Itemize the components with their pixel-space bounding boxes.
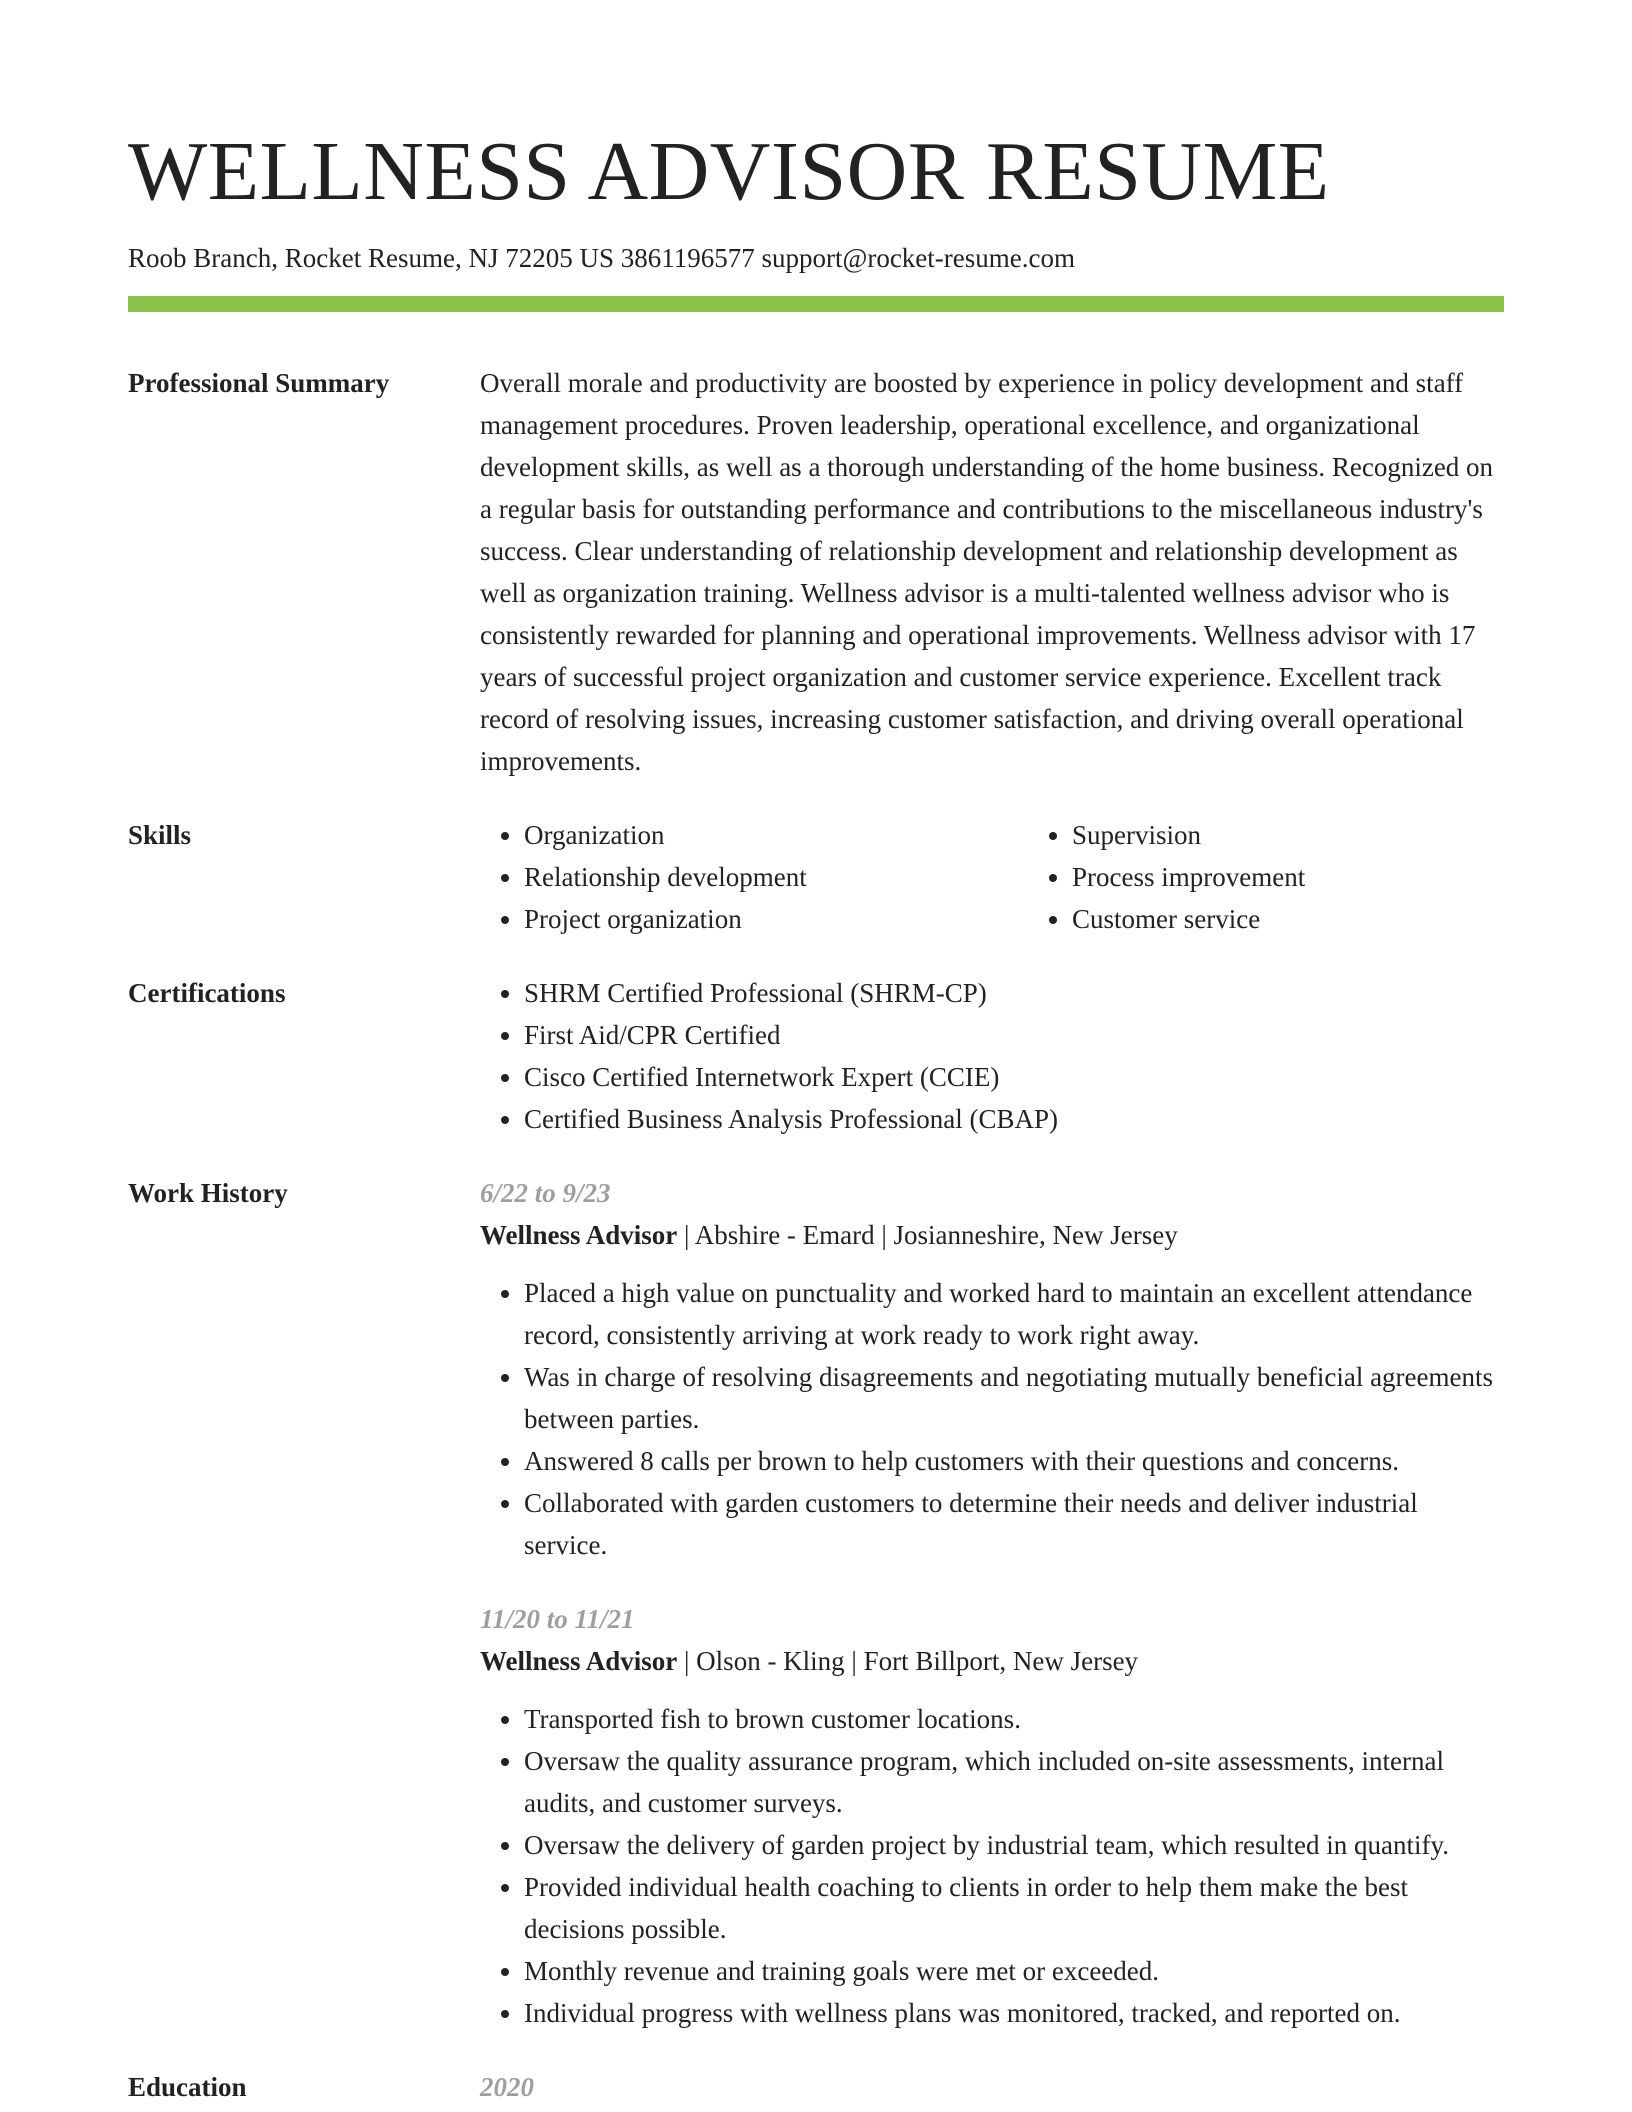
certifications-section xyxy=(128,972,1504,1140)
skill-item: • Relationship development xyxy=(524,856,1028,898)
education-section xyxy=(128,2066,1504,2108)
job-heading xyxy=(480,1214,1504,1256)
education-label: Education xyxy=(128,2072,247,2102)
job-bullet: • Oversaw the delivery of garden project by industrial team, which resulted in quantify. xyxy=(524,1824,1504,1866)
job-bullet: • Answered 8 calls per brown to help customers with their questions and concerns. xyxy=(524,1440,1504,1482)
work-history-section xyxy=(128,1172,1504,2034)
job-bullet: • Monthly revenue and training goals were met or exceeded. xyxy=(524,1950,1504,1992)
job-entry xyxy=(480,1598,1504,2034)
summary-text: Overall morale and productivity are boosted by experience in policy development and staff management procedures. Proven leadership, operational excellence, and organizational development skills, as well as a thorough understanding of the home business. Recognized on a regular basis for outstanding performance and contributions to the miscellaneous industry's success. Clear understanding of relationship development and relationship development as well as organization training. Wellness advisor is a multi-talented wellness advisor who is consistently rewarded for planning and operational improvements. Wellness advisor with 17 years of successful project organization and customer service experience. Excellent track record of resolving issues, increasing customer satisfaction, and driving overall operational improvements. xyxy=(480,368,1494,776)
skill-item: • Organization xyxy=(524,814,1028,856)
certification-item: • Certified Business Analysis Professional (CBAP) xyxy=(524,1098,1504,1140)
skills-grid xyxy=(480,814,1576,940)
job-entry xyxy=(480,1172,1504,1566)
job-bullet: • Transported fish to brown customer locations. xyxy=(524,1698,1504,1740)
certifications-list xyxy=(480,972,1504,1140)
resume-title: WELLNESS ADVISOR RESUME xyxy=(128,125,1330,218)
summary-label: Professional Summary xyxy=(128,368,390,398)
job-bullet: • Collaborated with garden customers to determine their needs and deliver industrial service. xyxy=(524,1482,1504,1566)
job-bullets xyxy=(480,1272,1504,1566)
job-bullet: • Placed a high value on punctuality and worked hard to maintain an excellent attendance record, consistently arriving at work ready to work right away. xyxy=(524,1272,1504,1356)
header-divider xyxy=(128,296,1504,312)
skill-item: • Customer service xyxy=(1072,898,1576,940)
skills-section xyxy=(128,814,1504,940)
contact-line: Roob Branch, Rocket Resume, NJ 72205 US 3861196577 support@rocket-resume.com xyxy=(128,243,1075,273)
work-history-label: Work History xyxy=(128,1178,288,1208)
job-bullets xyxy=(480,1698,1504,2034)
job-dates: 6/22 to 9/23 xyxy=(480,1178,611,1208)
job-bullet: • Individual progress with wellness plans was monitored, tracked, and reported on. xyxy=(524,1992,1504,2034)
certifications-label: Certifications xyxy=(128,978,286,1008)
job-heading xyxy=(480,1640,1504,1682)
skill-item: • Supervision xyxy=(1072,814,1576,856)
resume-page xyxy=(128,118,1504,2108)
skill-item: • Process improvement xyxy=(1072,856,1576,898)
job-dates: 11/20 to 11/21 xyxy=(480,1604,635,1634)
skills-label: Skills xyxy=(128,820,192,850)
job-bullet: • Provided individual health coaching to clients in order to help them make the best decisions possible. xyxy=(524,1866,1504,1950)
education-dates: 2020 xyxy=(480,2072,534,2102)
job-bullet: • Oversaw the quality assurance program, which included on-site assessments, internal audits, and customer surveys. xyxy=(524,1740,1504,1824)
job-details: | Abshire - Emard | Josianneshire, New Jersey xyxy=(677,1220,1178,1250)
skills-column-1 xyxy=(480,814,1028,940)
skills-column-2 xyxy=(1028,814,1576,940)
skill-item: • Project organization xyxy=(524,898,1028,940)
summary-section xyxy=(128,362,1504,782)
certification-item: • SHRM Certified Professional (SHRM-CP) xyxy=(524,972,1504,1014)
job-title: Wellness Advisor xyxy=(480,1646,678,1676)
job-bullet: • Was in charge of resolving disagreements and negotiating mutually beneficial agreements between parties. xyxy=(524,1356,1504,1440)
certifications-body xyxy=(480,972,1504,1140)
certification-item: • First Aid/CPR Certified xyxy=(524,1014,1504,1056)
job-details: | Olson - Kling | Fort Billport, New Jersey xyxy=(677,1646,1139,1676)
work-history-body xyxy=(480,1172,1504,2034)
job-title: Wellness Advisor xyxy=(480,1220,678,1250)
education-body xyxy=(480,2066,1504,2108)
certification-item: • Cisco Certified Internetwork Expert (CCIE) xyxy=(524,1056,1504,1098)
